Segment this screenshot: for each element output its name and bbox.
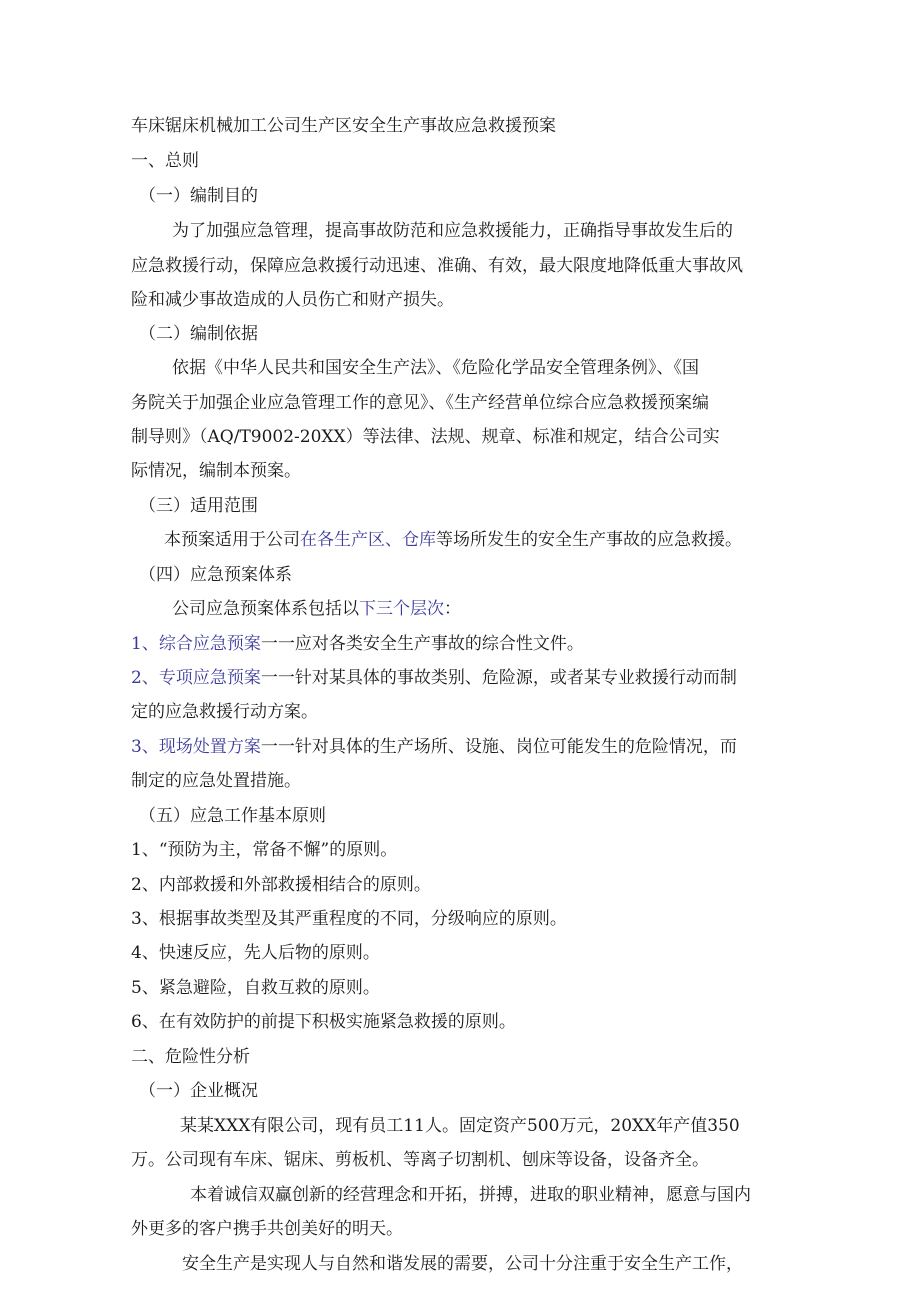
purpose-line-2: 应急救援行动，保障应急救援行动迅速、准确、有效，最大限度地降低重大事故风 (131, 256, 743, 276)
plan-item-name: 现场处置方案 (158, 737, 261, 757)
plan-item-3-continued: 制定的应急处置措施。 (131, 771, 301, 791)
subheading-scope: （三）适用范围 (139, 496, 258, 516)
basis-line-1: 依据《中华人民共和国安全生产法》、《危险化学品安全管理条例》、《国 (172, 358, 699, 378)
principle-item-3: 3、根据事故类型及其严重程度的不同，分级响应的原则。 (131, 909, 567, 929)
basis-line-3: 制导则》（AQ/T9002-20XX）等法律、法规、规章、标准和规定，结合公司实 (131, 427, 720, 447)
basis-line-2: 务院关于加强企业应急管理工作的意见》、《生产经营单位综合应急救援预案编 (131, 393, 709, 413)
purpose-line-1: 为了加强应急管理，提高事故防范和应急救援能力，正确指导事故发生后的 (172, 221, 733, 241)
overview-line-5: 安全生产是实现人与自然和谐发展的需要，公司十分注重于安全生产工作， (182, 1254, 743, 1274)
plan-item-2 (131, 666, 737, 690)
scope-text-c: 等场所发生的安全生产事故的应急救援。 (436, 530, 742, 550)
section-heading-general: 一、总则 (131, 151, 199, 171)
plan-item-text: 一一应对各类安全生产事故的综合性文件。 (260, 634, 584, 654)
section-heading-risk: 二、危险性分析 (131, 1047, 250, 1067)
subheading-basis: （二）编制依据 (139, 324, 258, 344)
scope-text-a: 本预案适用于公司 (164, 530, 300, 550)
principle-item-5: 5、紧急避险，自救互救的原则。 (131, 978, 380, 998)
plan-item-name: 专项应急预案 (158, 668, 261, 688)
principle-item-2: 2、内部救援和外部救援相结合的原则。 (131, 875, 431, 895)
plan-item-text: 一一针对具体的生产场所、设施、岗位可能发生的危险情况，而 (260, 737, 737, 757)
intro-text-highlight: 下三个层次 (359, 599, 444, 619)
principle-item-4: 4、快速反应，先人后物的原则。 (131, 943, 380, 963)
overview-line-1: 某某XXX有限公司，现有员工11人。固定资产500万元，20XX年产值350 (180, 1116, 740, 1136)
plan-item-2-continued: 定的应急救援行动方案。 (131, 702, 318, 722)
principle-item-1: 1、“预防为主，常备不懈”的原则。 (131, 840, 398, 860)
plan-item-number: 3、 (131, 737, 159, 757)
overview-line-4: 外更多的客户携手共创美好的明天。 (131, 1219, 403, 1239)
plan-item-name: 综合应急预案 (158, 634, 261, 654)
intro-text-a: 公司应急预案体系包括以 (172, 599, 359, 619)
intro-text-c: ： (444, 599, 461, 619)
purpose-line-3: 险和减少事故造成的人员伤亡和财产损失。 (131, 290, 454, 310)
principle-item-6: 6、在有效防护的前提下积极实施紧急救援的原则。 (131, 1012, 516, 1032)
plan-item-text: 一一针对某具体的事故类别、危险源，或者某专业救援行动而制 (260, 668, 737, 688)
subheading-purpose: （一）编制目的 (139, 186, 258, 206)
plan-item-1 (131, 632, 584, 656)
subheading-plan-system: （四）应急预案体系 (139, 565, 292, 585)
overview-line-3: 本着诚信双赢创新的经营理念和开拓，拼搏，进取的职业精神，愿意与国内 (190, 1185, 751, 1205)
plan-item-number: 2、 (131, 668, 159, 688)
subheading-principles: （五）应急工作基本原则 (139, 806, 326, 826)
subheading-company-overview: （一）企业概况 (139, 1081, 258, 1101)
scope-line (164, 528, 742, 552)
plan-item-3 (131, 735, 737, 759)
basis-line-4: 际情况，编制本预案。 (131, 461, 301, 481)
plan-system-intro (172, 597, 461, 621)
plan-item-number: 1、 (131, 634, 159, 654)
overview-line-2: 万。公司现有车床、锯床、剪板机、等离子切割机、刨床等设备，设备齐全。 (131, 1150, 709, 1170)
scope-text-highlight: 在各生产区、仓库 (300, 530, 436, 550)
document-title: 车床锯床机械加工公司生产区安全生产事故应急救援预案 (131, 116, 556, 136)
